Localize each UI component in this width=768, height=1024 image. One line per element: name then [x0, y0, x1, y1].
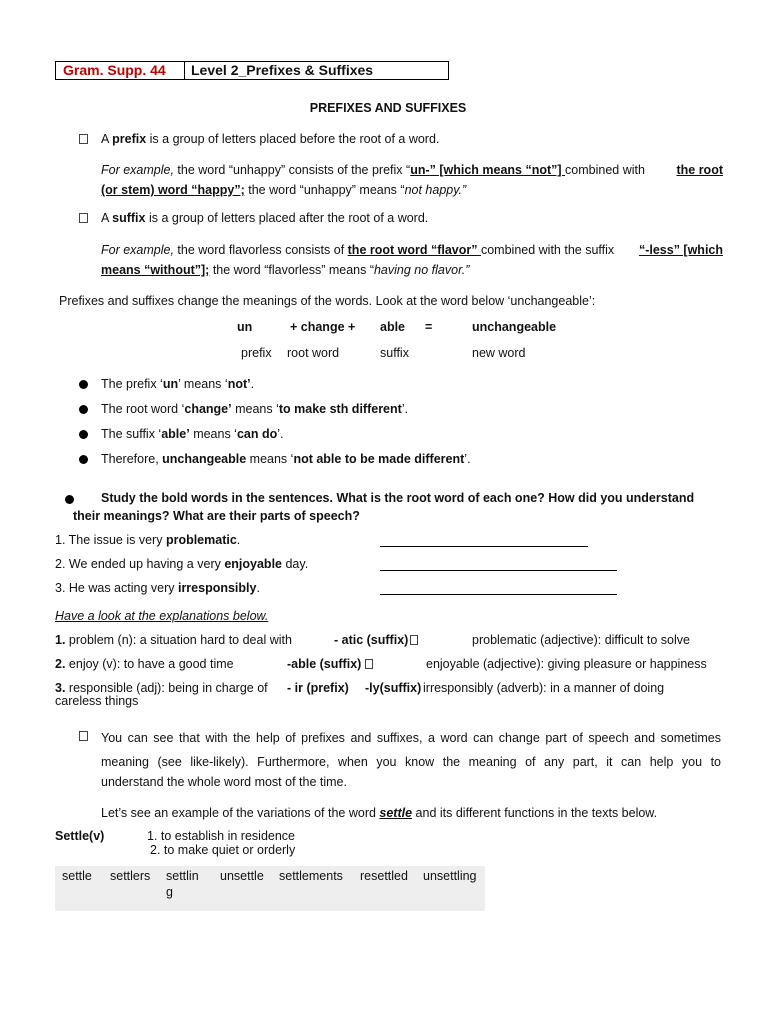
bullet-item: Therefore, unchangeable means ‘not able to be made different’.	[101, 452, 471, 466]
bullet-dot-icon	[79, 455, 88, 464]
explanation-3-result: irresponsibly (adverb): in a manner of doing	[423, 681, 665, 695]
answer-blank-1[interactable]	[380, 546, 588, 547]
equation-suffix: able	[380, 320, 406, 334]
bullet-item: The prefix ‘un’ means ‘not’.	[101, 377, 255, 391]
variation-cell: settlements	[279, 869, 343, 883]
document-code: Gram. Supp. 44	[56, 62, 185, 79]
variation-cell: resettled	[360, 869, 408, 883]
settle-sense-2: 2. to make quiet or orderly	[150, 843, 296, 857]
bullet-dot-icon	[79, 405, 88, 414]
explanation-1-root: 1. problem (n): a situation hard to deal with	[55, 633, 292, 647]
arrow-icon	[365, 659, 373, 669]
bullet-item: The suffix ‘able’ means ‘can do’.	[101, 427, 284, 441]
arrow-icon	[410, 635, 418, 645]
explanation-1-result: problematic (adjective): difficult to solve	[472, 633, 690, 647]
settle-sense-1: 1. to establish in residence	[147, 829, 296, 843]
sentence-2: 2. We ended up having a very enjoyable day.	[55, 557, 309, 571]
variations-table	[55, 866, 485, 911]
variation-cell: settlers	[110, 869, 151, 883]
study-instruction-line1: Study the bold words in the sentences. What is the root word of each one? How did you understand	[101, 491, 695, 505]
sentence-1: 1. The issue is very problematic.	[55, 533, 241, 547]
label-suffix: suffix	[380, 346, 409, 360]
variation-cell: unsettling	[423, 869, 477, 883]
bullet-item: The root word ‘change’ means ‘to make sth different’.	[101, 402, 409, 416]
bullet-dot-icon	[79, 430, 88, 439]
variation-cell: settlin	[166, 869, 199, 883]
equation-result: unchangeable	[472, 320, 557, 334]
square-bullet-icon	[79, 134, 88, 144]
header-box	[55, 61, 449, 80]
explanation-3-root: 3. responsible (adj): being in charge of	[55, 681, 268, 695]
label-prefix: prefix	[241, 346, 272, 360]
variation-cell: g	[166, 885, 173, 899]
square-bullet-icon	[79, 213, 88, 223]
settle-headword: Settle(v)	[55, 829, 105, 843]
page-title: PREFIXES AND SUFFIXES	[309, 101, 467, 115]
study-instruction-line2: their meanings? What are their parts of speech?	[73, 509, 360, 523]
summary-paragraph-end: understand the whole word most of the time.	[101, 775, 347, 789]
explanation-3-continuation: careless things	[55, 694, 139, 708]
prefix-example: For example, the word “unhappy” consists of the prefix “un-” [which means “not”] combined with the root (or stem) word “happy”; the word “unhappy” means “not happy.”	[101, 163, 723, 197]
explanations-heading: Have a look at the explanations below.	[55, 609, 269, 623]
square-bullet-icon	[79, 731, 88, 741]
settle-intro: Let’s see an example of the variations of the word settle and its different functions in the texts below.	[101, 806, 658, 820]
equation-root: + change +	[290, 320, 356, 334]
label-new-word: new word	[472, 346, 526, 360]
intro-text: Prefixes and suffixes change the meanings of the words. Look at the word below ‘unchangeable’:	[59, 294, 596, 308]
variation-cell: unsettle	[220, 869, 264, 883]
summary-paragraph: You can see that with the help of prefixes and suffixes, a word can change part of speech and sometimes meaning (see like-likely). Furthermore, when you know the meaning of any part, it can help you to	[101, 731, 721, 769]
bullet-dot-icon	[65, 495, 74, 504]
equation-equals: =	[425, 320, 433, 334]
prefix-definition: A prefix is a group of letters placed before the root of a word.	[101, 132, 440, 146]
explanation-3-prefix: - ir (prefix)	[287, 681, 349, 695]
answer-blank-2[interactable]	[380, 570, 617, 571]
explanation-2-affix: -able (suffix)	[287, 654, 373, 674]
variation-cell: settle	[62, 869, 92, 883]
bullet-dot-icon	[79, 380, 88, 389]
explanation-2-root: 2. enjoy (v): to have a good time	[55, 657, 234, 671]
document-title: Level 2_Prefixes & Suffixes	[191, 62, 374, 78]
explanation-2-result: enjoyable (adjective): giving pleasure or happiness	[426, 657, 707, 671]
suffix-definition: A suffix is a group of letters placed after the root of a word.	[101, 211, 429, 225]
label-root: root word	[287, 346, 340, 360]
explanation-3-suffix: -ly(suffix)	[365, 681, 422, 695]
answer-blank-3[interactable]	[380, 594, 617, 595]
equation-prefix: un	[237, 320, 253, 334]
suffix-example: For example, the word flavorless consists of the root word “flavor” combined with the suffix “-less” [which means “without”]; the word “flavorless” means “having no flavor.”	[101, 243, 723, 277]
word-equation	[0, 320, 768, 365]
sentence-3: 3. He was acting very irresponsibly.	[55, 581, 260, 595]
explanation-1-affix: - atic (suffix)	[334, 630, 418, 650]
